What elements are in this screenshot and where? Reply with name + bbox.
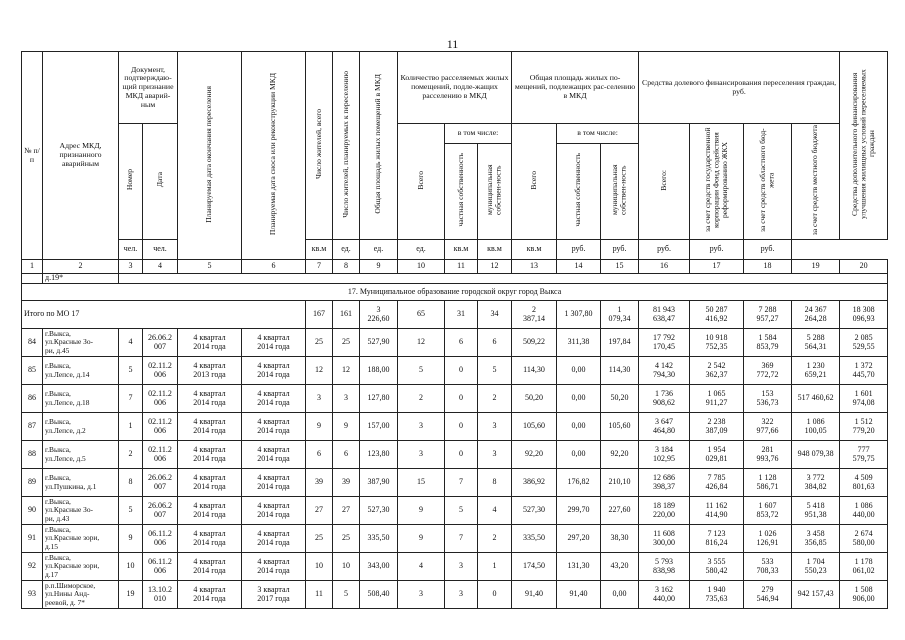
table-row — [22, 357, 888, 385]
column-number-cell: 7 — [306, 260, 333, 274]
row-doc-date: 26.06.2 007 — [143, 469, 178, 497]
row-ar-private: 176,82 — [557, 469, 601, 497]
row-resettle-date: 4 квартал 2014 года — [178, 553, 242, 581]
row-demolish-date: 4 квартал 2014 года — [242, 441, 306, 469]
row-ar-private: 0,00 — [557, 413, 601, 441]
header-planned-resettlement: Планируемая дата окончания переселения — [178, 52, 242, 260]
unit-cell: чел. — [119, 240, 143, 260]
header-area-municipal: муниципальная собствен-ность — [601, 144, 639, 240]
row-fin-extra: 1 512 779,20 — [840, 413, 888, 441]
row-doc-number: 7 — [119, 385, 143, 413]
row-residents: 9 — [306, 413, 333, 441]
unit-cell: ед. — [333, 240, 360, 260]
row-demolish-date: 3 квартал 2017 года — [242, 581, 306, 609]
row-ar-private: 0,00 — [557, 441, 601, 469]
row-ar-private: 131,30 — [557, 553, 601, 581]
column-number-cell: 5 — [178, 260, 242, 274]
row-ar-private: 297,20 — [557, 525, 601, 553]
row-total-area: 157,00 — [360, 413, 398, 441]
column-number-cell: 11 — [445, 260, 478, 274]
row-cnt-private: 7 — [445, 469, 478, 497]
row-fin-region: 281 993,76 — [744, 441, 792, 469]
row-ar-private: 0,00 — [557, 357, 601, 385]
row-fin-region: 1 128 586,71 — [744, 469, 792, 497]
row-total-area: 188,00 — [360, 357, 398, 385]
total-cnt-municipal: 34 — [478, 301, 512, 329]
row-cnt-private: 6 — [445, 329, 478, 357]
row-cnt-private: 5 — [445, 497, 478, 525]
row-cnt-municipal: 2 — [478, 525, 512, 553]
header-residents-total: Число жителей, всего — [306, 52, 333, 240]
column-number-cell: 3 — [119, 260, 143, 274]
row-planned: 27 — [333, 497, 360, 525]
row-doc-date: 06.11.2 006 — [143, 553, 178, 581]
row-fin-fund: 2 542 362,37 — [690, 357, 744, 385]
header-count-including: в том числе: — [445, 124, 512, 144]
row-doc-date: 02.11.2 006 — [143, 385, 178, 413]
row-ar-municipal: 92,20 — [601, 441, 639, 469]
row-number: 85 — [22, 357, 43, 385]
row-fin-region: 369 772,72 — [744, 357, 792, 385]
row-demolish-date: 4 квартал 2014 года — [242, 385, 306, 413]
row-ar-municipal: 50,20 — [601, 385, 639, 413]
row-doc-date: 02.11.2 006 — [143, 441, 178, 469]
carry-over-row — [22, 274, 888, 284]
row-ar-total: 114,30 — [512, 357, 557, 385]
header-planned-demolition: Планируемая дата сноса или реконструкции МКД — [242, 52, 306, 260]
row-doc-date: 02.11.2 006 — [143, 357, 178, 385]
column-number-cell: 18 — [744, 260, 792, 274]
header-area-group: Общая площадь жилых по-мещений, подлежащих рас-селению в МКД — [512, 52, 639, 124]
carry-over-text: д.19* — [43, 274, 119, 284]
column-number-cell: 2 — [43, 260, 119, 274]
row-ar-total: 91,40 — [512, 581, 557, 609]
unit-cell: руб. — [690, 240, 744, 260]
unit-cell: кв.м — [445, 240, 478, 260]
row-cnt-private: 0 — [445, 413, 478, 441]
row-doc-number: 2 — [119, 441, 143, 469]
row-address: г.Выкса, ул.Красные зори, д.17 — [43, 553, 119, 581]
row-address: р.п.Шиморское, ул.Нины Анд- реевой, д. 7* — [43, 581, 119, 609]
row-residents: 12 — [306, 357, 333, 385]
header-doc-number: Номер — [119, 124, 143, 240]
row-cnt-total: 3 — [398, 413, 445, 441]
unit-cell: кв.м — [306, 240, 333, 260]
row-fin-region: 322 977,66 — [744, 413, 792, 441]
column-number-cell: 12 — [478, 260, 512, 274]
header-address: Адрес МКД, признанного аварийным — [43, 52, 119, 260]
row-ar-private: 0,00 — [557, 385, 601, 413]
row-residents: 11 — [306, 581, 333, 609]
column-number-cell: 10 — [398, 260, 445, 274]
unit-cell: чел. — [143, 240, 178, 260]
row-cnt-private: 0 — [445, 441, 478, 469]
row-planned: 12 — [333, 357, 360, 385]
row-cnt-municipal: 5 — [478, 357, 512, 385]
total-label: Итого по МО 17 — [22, 301, 306, 329]
header-residents-planned: Число жителей, планируемых к переселению — [333, 52, 360, 240]
row-doc-date: 13.10.2 010 — [143, 581, 178, 609]
total-residents: 167 — [306, 301, 333, 329]
row-cnt-private: 7 — [445, 525, 478, 553]
row-fin-local: 1 086 100,05 — [792, 413, 840, 441]
row-address: г.Выкса, ул.Лепсе, д.14 — [43, 357, 119, 385]
total-ar-total: 2 387,14 — [512, 301, 557, 329]
table-row — [22, 385, 888, 413]
header-area-total: Всего — [512, 124, 557, 240]
column-numbers-row — [22, 260, 888, 274]
total-fin-fund: 50 287 416,92 — [690, 301, 744, 329]
row-number: 91 — [22, 525, 43, 553]
row-fin-extra: 1 601 974,08 — [840, 385, 888, 413]
row-planned: 25 — [333, 525, 360, 553]
row-fin-region: 1 026 126,91 — [744, 525, 792, 553]
row-cnt-total: 15 — [398, 469, 445, 497]
row-cnt-private: 0 — [445, 385, 478, 413]
row-doc-date: 26.06.2 007 — [143, 329, 178, 357]
row-fin-local: 3 458 356,85 — [792, 525, 840, 553]
table-row — [22, 329, 888, 357]
row-doc-number: 9 — [119, 525, 143, 553]
row-planned: 6 — [333, 441, 360, 469]
row-planned: 5 — [333, 581, 360, 609]
row-planned: 10 — [333, 553, 360, 581]
row-residents: 3 — [306, 385, 333, 413]
row-fin-total: 3 647 464,80 — [639, 413, 690, 441]
row-address: г.Выкса, ул.Красные Зо- ри, д.43 — [43, 497, 119, 525]
row-resettle-date: 4 квартал 2014 года — [178, 413, 242, 441]
row-total-area: 527,90 — [360, 329, 398, 357]
row-residents: 6 — [306, 441, 333, 469]
row-ar-total: 50,20 — [512, 385, 557, 413]
row-cnt-total: 9 — [398, 497, 445, 525]
row-cnt-municipal: 6 — [478, 329, 512, 357]
row-address: г.Выкса, ул.Лепсе, д.18 — [43, 385, 119, 413]
row-fin-fund: 1 954 029,81 — [690, 441, 744, 469]
region-title-row — [22, 284, 888, 301]
column-number-cell: 20 — [840, 260, 888, 274]
resettlement-table — [21, 51, 888, 609]
total-area: 3 226,60 — [360, 301, 398, 329]
row-residents: 10 — [306, 553, 333, 581]
unit-cell: кв.м — [512, 240, 557, 260]
blank-cell — [22, 274, 43, 284]
header-doc-date: Дата — [143, 124, 178, 240]
column-number-cell: 9 — [360, 260, 398, 274]
total-ar-municipal: 1 079,34 — [601, 301, 639, 329]
table-row — [22, 553, 888, 581]
row-ar-total: 92,20 — [512, 441, 557, 469]
row-fin-local: 1 230 659,21 — [792, 357, 840, 385]
row-total-area: 527,30 — [360, 497, 398, 525]
row-fin-total: 18 189 220,00 — [639, 497, 690, 525]
row-cnt-total: 9 — [398, 525, 445, 553]
header-fin-total: Всего: — [639, 124, 690, 240]
row-number: 88 — [22, 441, 43, 469]
header-total-area: Общая площадь жилых помещений в МКД — [360, 52, 398, 240]
page-number: 11 — [446, 37, 459, 51]
row-fin-local: 1 704 550,23 — [792, 553, 840, 581]
header-count-group: Количество расселяемых жилых помещений, подле-жащих расселению в МКД — [398, 52, 512, 124]
total-fin-total: 81 943 638,47 — [639, 301, 690, 329]
table-row — [22, 441, 888, 469]
row-planned: 9 — [333, 413, 360, 441]
total-fin-extra: 18 308 096,93 — [840, 301, 888, 329]
row-resettle-date: 4 квартал 2014 года — [178, 329, 242, 357]
total-row — [22, 301, 888, 329]
header-area-including: в том числе: — [557, 124, 639, 144]
row-doc-number: 5 — [119, 497, 143, 525]
unit-cell: руб. — [639, 240, 690, 260]
row-total-area: 123,80 — [360, 441, 398, 469]
row-doc-number: 19 — [119, 581, 143, 609]
row-demolish-date: 4 квартал 2014 года — [242, 469, 306, 497]
row-resettle-date: 4 квартал 2014 года — [178, 497, 242, 525]
row-fin-fund: 1 065 911,27 — [690, 385, 744, 413]
row-fin-total: 17 792 170,45 — [639, 329, 690, 357]
row-fin-extra: 1 372 445,70 — [840, 357, 888, 385]
row-ar-private: 311,38 — [557, 329, 601, 357]
row-doc-number: 8 — [119, 469, 143, 497]
header-fin-fund: за счет средств государственной корпорации Фонд содействия реформированию ЖКХ — [690, 124, 744, 240]
row-resettle-date: 4 квартал 2014 года — [178, 385, 242, 413]
row-fin-extra: 1 178 061,02 — [840, 553, 888, 581]
row-doc-date: 06.11.2 006 — [143, 525, 178, 553]
row-address: г.Выкса, ул.Красные Зо- ри, д.45 — [43, 329, 119, 357]
row-fin-extra: 4 509 801,63 — [840, 469, 888, 497]
column-number-cell: 1 — [22, 260, 43, 274]
row-ar-municipal: 38,30 — [601, 525, 639, 553]
table-row — [22, 497, 888, 525]
total-fin-local: 24 367 264,28 — [792, 301, 840, 329]
header-additional-funding: Средства дополнительного финансирования улучшения жилищных условий переселяемых граждан — [840, 52, 888, 240]
row-fin-local: 948 079,38 — [792, 441, 840, 469]
table-row — [22, 469, 888, 497]
row-fin-fund: 7 785 426,84 — [690, 469, 744, 497]
column-number-cell: 17 — [690, 260, 744, 274]
row-fin-total: 12 686 398,37 — [639, 469, 690, 497]
row-total-area: 508,40 — [360, 581, 398, 609]
column-number-cell: 16 — [639, 260, 690, 274]
row-cnt-municipal: 1 — [478, 553, 512, 581]
row-fin-extra: 2 085 529,55 — [840, 329, 888, 357]
row-doc-date: 26.06.2 007 — [143, 497, 178, 525]
row-ar-private: 299,70 — [557, 497, 601, 525]
row-demolish-date: 4 квартал 2014 года — [242, 497, 306, 525]
row-planned: 3 — [333, 385, 360, 413]
row-residents: 27 — [306, 497, 333, 525]
row-demolish-date: 4 квартал 2014 года — [242, 525, 306, 553]
row-cnt-total: 5 — [398, 357, 445, 385]
row-fin-local: 5 288 564,31 — [792, 329, 840, 357]
row-number: 90 — [22, 497, 43, 525]
row-cnt-total: 3 — [398, 441, 445, 469]
row-ar-private: 91,40 — [557, 581, 601, 609]
row-address: г.Выкса, ул.Лепсе, д.5 — [43, 441, 119, 469]
row-ar-total: 174,50 — [512, 553, 557, 581]
row-fin-region: 153 536,73 — [744, 385, 792, 413]
row-fin-region: 1 607 853,72 — [744, 497, 792, 525]
unit-cell: руб. — [744, 240, 792, 260]
header-count-private: частная собственность — [445, 144, 478, 240]
row-cnt-municipal: 4 — [478, 497, 512, 525]
column-number-cell: 4 — [143, 260, 178, 274]
row-fin-extra: 777 579,75 — [840, 441, 888, 469]
column-number-cell: 6 — [242, 260, 306, 274]
row-resettle-date: 4 квартал 2014 года — [178, 581, 242, 609]
header-area-private: частная собственность — [557, 144, 601, 240]
column-number-cell: 13 — [512, 260, 557, 274]
row-doc-date: 02.11.2 006 — [143, 413, 178, 441]
row-address: г.Выкса, ул.Пушкина, д.1 — [43, 469, 119, 497]
row-total-area: 343,00 — [360, 553, 398, 581]
region-title: 17. Муниципальное образование городской округ город Выкса — [22, 284, 888, 301]
row-fin-fund: 3 555 580,42 — [690, 553, 744, 581]
unit-cell: кв.м — [478, 240, 512, 260]
total-fin-region: 7 288 957,27 — [744, 301, 792, 329]
row-ar-municipal: 197,84 — [601, 329, 639, 357]
row-total-area: 387,90 — [360, 469, 398, 497]
row-planned: 25 — [333, 329, 360, 357]
header-funding-group: Средства долевого финансирования переселения граждан, руб. — [639, 52, 840, 124]
row-ar-municipal: 210,10 — [601, 469, 639, 497]
row-residents: 39 — [306, 469, 333, 497]
header-count-total: Всего — [398, 124, 445, 240]
row-doc-number: 5 — [119, 357, 143, 385]
row-resettle-date: 4 квартал 2014 года — [178, 469, 242, 497]
column-number-cell: 19 — [792, 260, 840, 274]
row-fin-total: 1 736 908,62 — [639, 385, 690, 413]
row-residents: 25 — [306, 329, 333, 357]
total-planned: 161 — [333, 301, 360, 329]
column-number-cell: 14 — [557, 260, 601, 274]
row-fin-local: 3 772 384,82 — [792, 469, 840, 497]
row-address: г.Выкса, ул.Красные зори, д.15 — [43, 525, 119, 553]
unit-cell: ед. — [360, 240, 398, 260]
row-ar-total: 527,30 — [512, 497, 557, 525]
units-row — [22, 240, 888, 260]
header-document: Документ, подтверждаю-щий признание МКД аварий-ным — [119, 52, 178, 124]
total-cnt-private: 31 — [445, 301, 478, 329]
row-total-area: 127,80 — [360, 385, 398, 413]
row-cnt-total: 4 — [398, 553, 445, 581]
row-number: 86 — [22, 385, 43, 413]
row-number: 87 — [22, 413, 43, 441]
row-planned: 39 — [333, 469, 360, 497]
row-cnt-total: 3 — [398, 581, 445, 609]
header-num: № п/п — [22, 52, 43, 260]
row-fin-local: 517 460,62 — [792, 385, 840, 413]
row-fin-total: 5 793 838,98 — [639, 553, 690, 581]
row-fin-total: 3 184 102,95 — [639, 441, 690, 469]
row-cnt-municipal: 8 — [478, 469, 512, 497]
row-number: 93 — [22, 581, 43, 609]
row-demolish-date: 4 квартал 2014 года — [242, 357, 306, 385]
row-fin-fund: 10 918 752,35 — [690, 329, 744, 357]
blank-cell — [119, 274, 888, 284]
row-resettle-date: 4 квартал 2013 года — [178, 357, 242, 385]
table-row — [22, 581, 888, 609]
row-total-area: 335,50 — [360, 525, 398, 553]
row-demolish-date: 4 квартал 2014 года — [242, 413, 306, 441]
row-fin-local: 5 418 951,38 — [792, 497, 840, 525]
row-fin-fund: 1 940 735,63 — [690, 581, 744, 609]
row-fin-extra: 1 086 440,00 — [840, 497, 888, 525]
row-residents: 25 — [306, 525, 333, 553]
row-fin-fund: 7 123 816,24 — [690, 525, 744, 553]
table-row — [22, 525, 888, 553]
total-cnt-total: 65 — [398, 301, 445, 329]
header-count-municipal: муниципальная собствен-ность — [478, 144, 512, 240]
row-ar-municipal: 114,30 — [601, 357, 639, 385]
row-cnt-municipal: 3 — [478, 413, 512, 441]
row-cnt-municipal: 0 — [478, 581, 512, 609]
row-doc-number: 10 — [119, 553, 143, 581]
row-fin-total: 4 142 794,30 — [639, 357, 690, 385]
table-row — [22, 413, 888, 441]
row-ar-total: 509,22 — [512, 329, 557, 357]
row-resettle-date: 4 квартал 2014 года — [178, 441, 242, 469]
row-fin-extra: 2 674 580,00 — [840, 525, 888, 553]
row-ar-municipal: 43,20 — [601, 553, 639, 581]
row-ar-total: 105,60 — [512, 413, 557, 441]
row-ar-total: 335,50 — [512, 525, 557, 553]
row-doc-number: 1 — [119, 413, 143, 441]
row-cnt-municipal: 3 — [478, 441, 512, 469]
row-cnt-private: 0 — [445, 357, 478, 385]
row-fin-local: 942 157,43 — [792, 581, 840, 609]
unit-cell: руб. — [557, 240, 601, 260]
header-fin-local: за счет средств местного бюджета — [792, 124, 840, 240]
row-fin-fund: 2 238 387,09 — [690, 413, 744, 441]
row-fin-total: 11 608 300,00 — [639, 525, 690, 553]
row-fin-total: 3 162 440,00 — [639, 581, 690, 609]
column-number-cell: 15 — [601, 260, 639, 274]
row-resettle-date: 4 квартал 2014 года — [178, 525, 242, 553]
total-ar-private: 1 307,80 — [557, 301, 601, 329]
row-number: 89 — [22, 469, 43, 497]
row-cnt-municipal: 2 — [478, 385, 512, 413]
row-number: 92 — [22, 553, 43, 581]
row-cnt-private: 3 — [445, 581, 478, 609]
row-doc-number: 4 — [119, 329, 143, 357]
row-number: 84 — [22, 329, 43, 357]
row-address: г.Выкса, ул.Лепсе, д.2 — [43, 413, 119, 441]
row-fin-region: 533 708,33 — [744, 553, 792, 581]
row-cnt-total: 12 — [398, 329, 445, 357]
unit-cell: руб. — [601, 240, 639, 260]
row-fin-region: 279 546,94 — [744, 581, 792, 609]
row-cnt-private: 3 — [445, 553, 478, 581]
row-ar-municipal: 105,60 — [601, 413, 639, 441]
row-ar-municipal: 0,00 — [601, 581, 639, 609]
header-fin-regional: за счет средств областного бюд-жета — [744, 124, 792, 240]
row-fin-extra: 1 508 906,00 — [840, 581, 888, 609]
row-demolish-date: 4 квартал 2014 года — [242, 329, 306, 357]
unit-cell: ед. — [398, 240, 445, 260]
row-ar-municipal: 227,60 — [601, 497, 639, 525]
row-ar-total: 386,92 — [512, 469, 557, 497]
row-demolish-date: 4 квартал 2014 года — [242, 553, 306, 581]
column-number-cell: 8 — [333, 260, 360, 274]
row-cnt-total: 2 — [398, 385, 445, 413]
row-fin-fund: 11 162 414,90 — [690, 497, 744, 525]
row-fin-region: 1 584 853,79 — [744, 329, 792, 357]
